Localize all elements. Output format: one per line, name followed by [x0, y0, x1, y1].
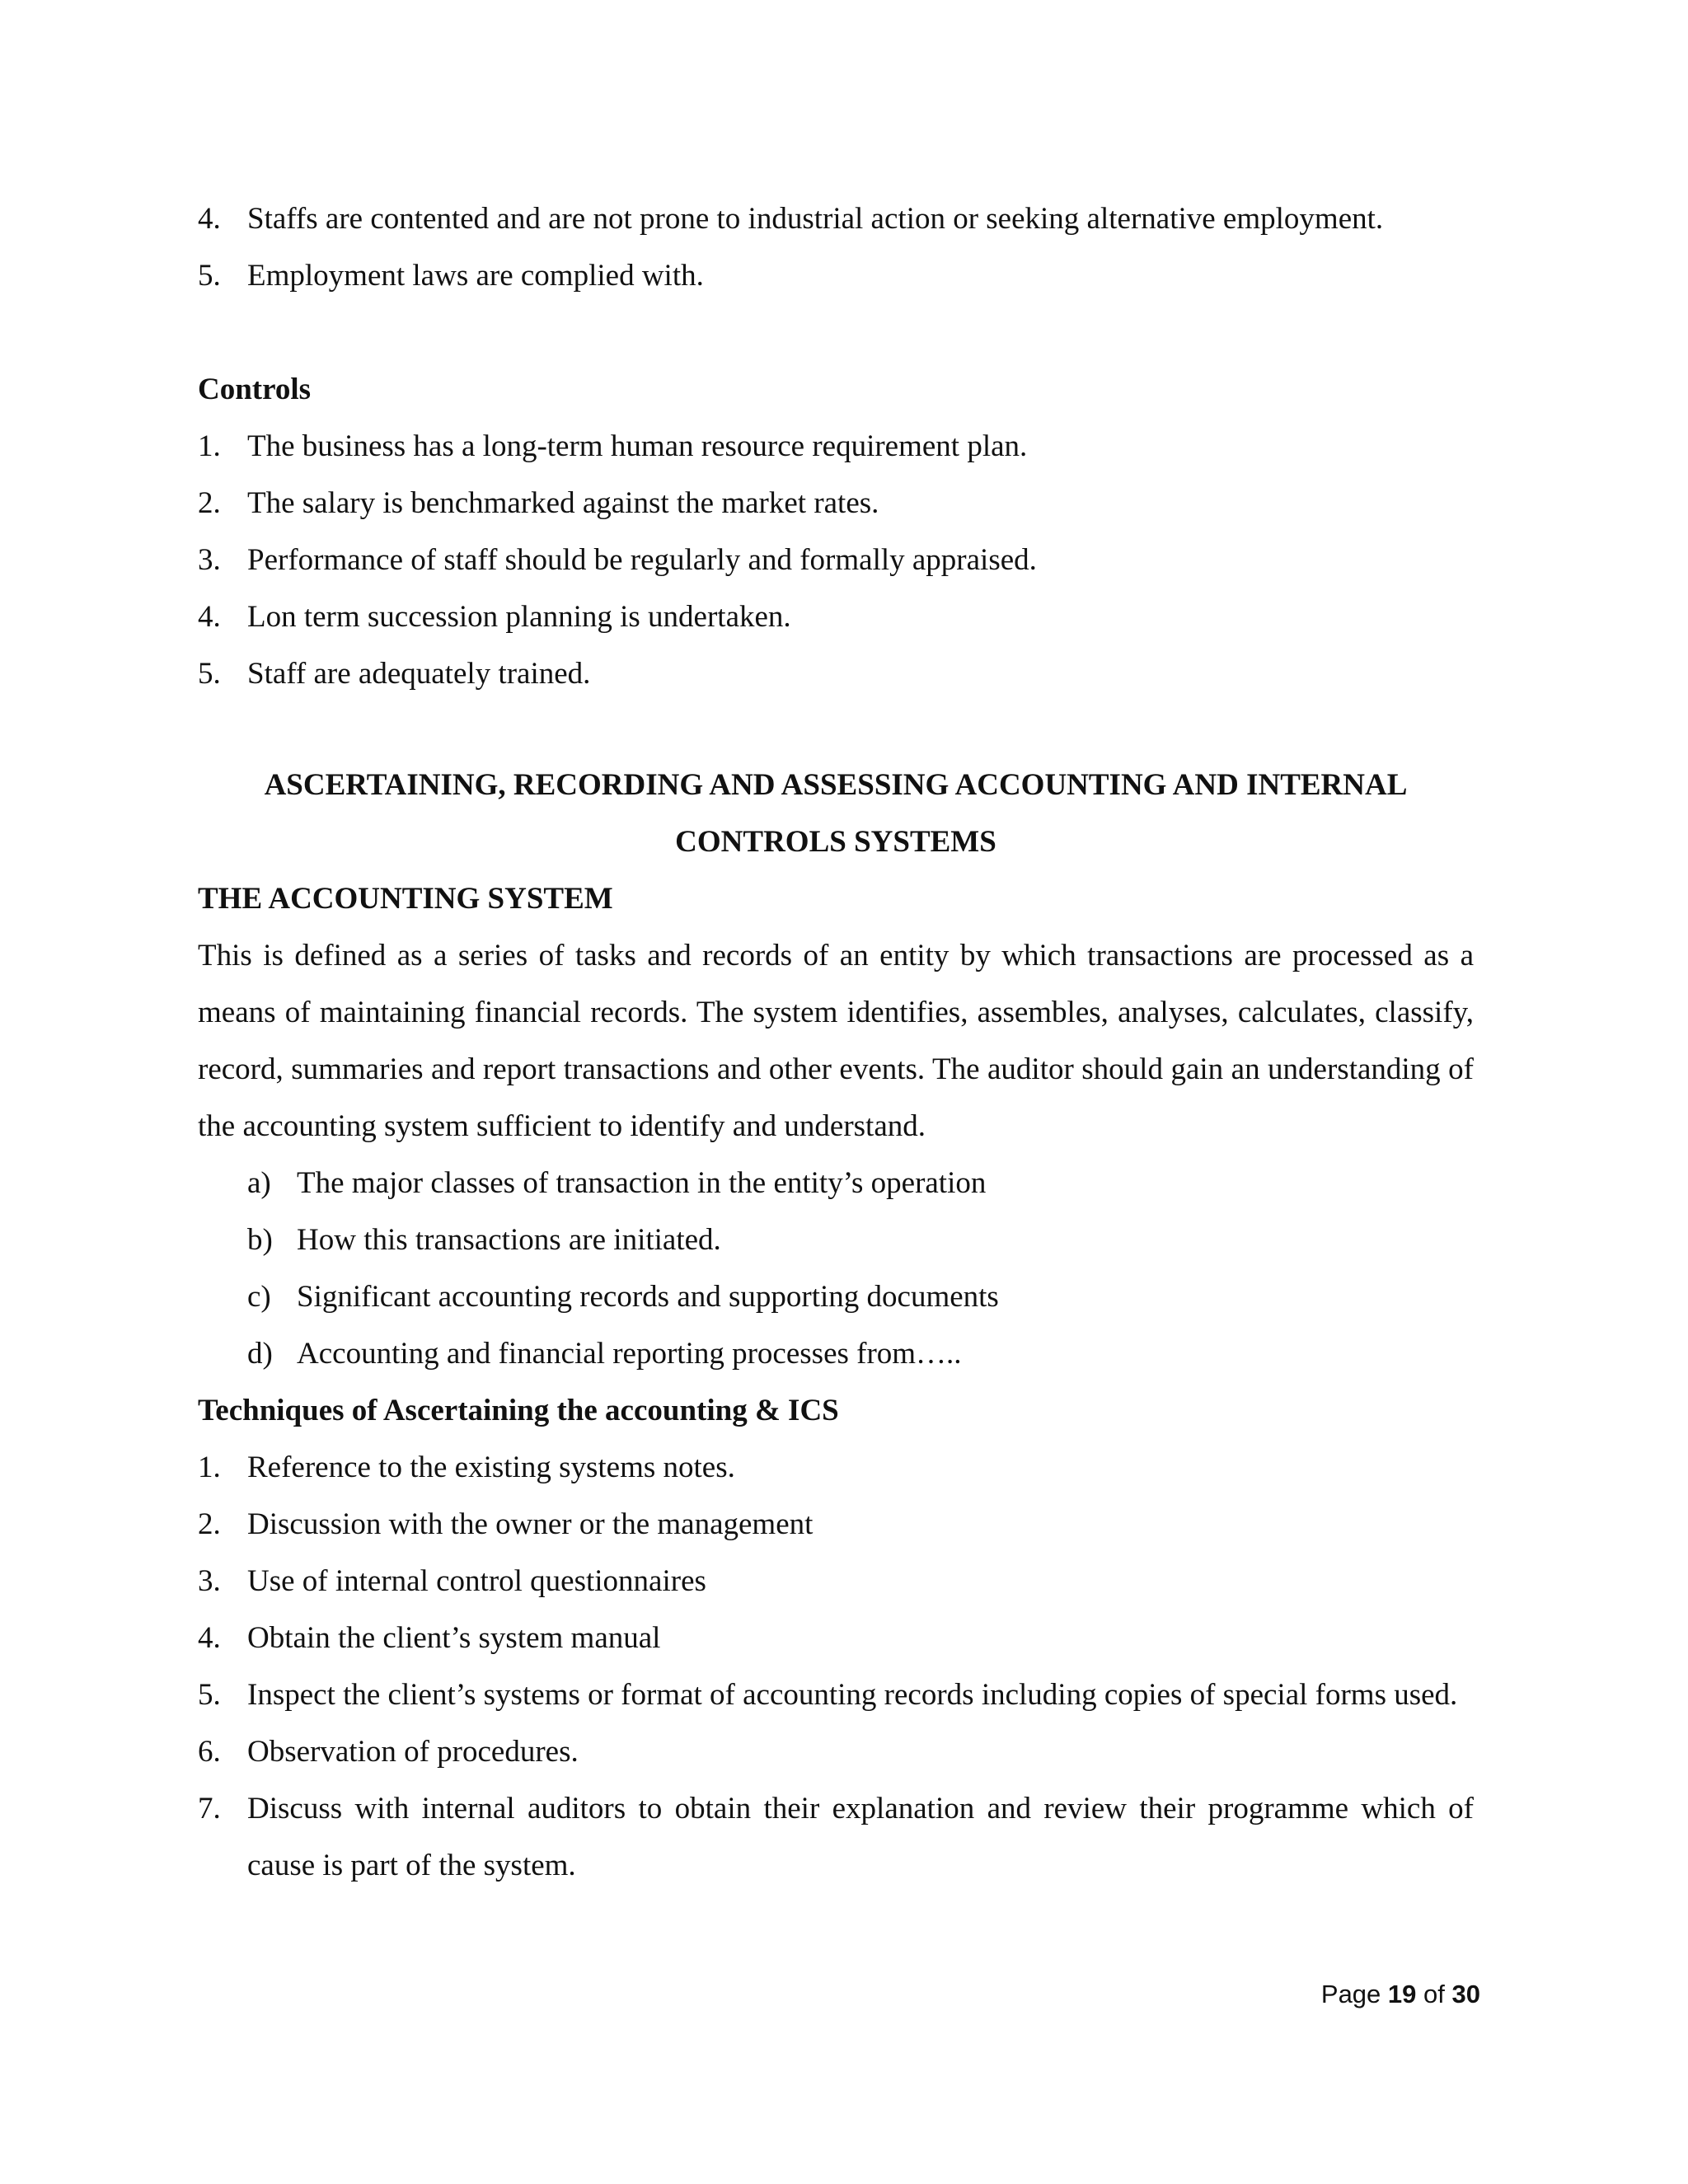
list-item-text: Reference to the existing systems notes. — [247, 1451, 735, 1484]
list-item-number: 7. — [198, 1792, 221, 1825]
list-item-number: 3. — [198, 543, 221, 577]
list-item-letter: a) — [247, 1166, 271, 1200]
list-item-text: Lon term succession planning is undertaken. — [247, 600, 791, 634]
list-item-text: Inspect the client’s systems or format of accounting records including copies of special forms used. — [247, 1678, 1458, 1712]
list-item — [198, 475, 1474, 532]
list-item-text: Use of internal control questionnaires — [247, 1564, 706, 1598]
list-item — [198, 1439, 1474, 1496]
list-item-text: Discussion with the owner or the management — [247, 1507, 814, 1541]
list-item-text: Staff are adequately trained. — [247, 657, 591, 691]
techniques-heading: Techniques of Ascertaining the accounting & ICS — [198, 1394, 839, 1427]
list-item-letter: c) — [247, 1280, 271, 1314]
list-item-number: 1. — [198, 1451, 221, 1484]
list-item-number: 5. — [198, 259, 221, 293]
list-item-number: 4. — [198, 600, 221, 634]
page-number: 19 — [1387, 1980, 1417, 2008]
total-pages: 30 — [1451, 1980, 1480, 2008]
section-title-line-2: CONTROLS SYSTEMS — [675, 825, 996, 859]
list-item-number: 4. — [198, 1621, 221, 1655]
list-item-number: 5. — [198, 1678, 221, 1712]
section-title-line-1: ASCERTAINING, RECORDING AND ASSESSING ACCOUNTING AND INTERNAL — [264, 768, 1408, 802]
accounting-system-paragraph: This is defined as a series of tasks and records of an entity by which transactions are processed as a means of maintaining financial records. The system identifies, assembles, analyses, calculates, classify, record, summaries and report transactions and other events. The auditor should gain an understanding of the accounting system sufficient to identify and understand. — [198, 939, 1474, 1143]
list-item-number: 3. — [198, 1564, 221, 1598]
list-item-text: Employment laws are complied with. — [247, 259, 704, 293]
list-item — [198, 1268, 1474, 1325]
list-item-text: Performance of staff should be regularly and formally appraised. — [247, 543, 1037, 577]
list-item-text: The business has a long-term human resource requirement plan. — [247, 429, 1028, 463]
list-item — [198, 1553, 1474, 1610]
of-label: of — [1423, 1980, 1445, 2008]
list-item — [198, 1666, 1474, 1723]
document-body — [198, 190, 1474, 1894]
page-label: Page — [1320, 1980, 1381, 2008]
list-item — [198, 1496, 1474, 1553]
controls-heading: Controls — [198, 373, 312, 406]
list-item-text: Staffs are contented and are not prone to industrial action or seeking alternative employment. — [247, 202, 1384, 236]
list-item-text: Observation of procedures. — [247, 1735, 579, 1769]
list-item-letter: b) — [247, 1223, 273, 1257]
list-item-number: 4. — [198, 202, 221, 236]
list-item-number: 2. — [198, 486, 221, 520]
list-item — [198, 247, 1474, 304]
list-item — [198, 532, 1474, 588]
list-item — [198, 1723, 1474, 1780]
list-item — [198, 418, 1474, 475]
list-item-text: The major classes of transaction in the entity’s operation — [297, 1166, 987, 1200]
list-item-text: The salary is benchmarked against the market rates. — [247, 486, 879, 520]
list-item — [198, 588, 1474, 645]
list-item-number: 1. — [198, 429, 221, 463]
list-item — [198, 1325, 1474, 1382]
list-item — [198, 1212, 1474, 1268]
list-item-number: 5. — [198, 657, 221, 691]
list-item-text: Discuss with internal auditors to obtain their explanation and review their programme which of cause is part of the system. — [247, 1792, 1474, 1882]
list-item-text: Significant accounting records and supporting documents — [297, 1280, 999, 1314]
list-item-text: Accounting and financial reporting processes from….. — [297, 1337, 962, 1371]
list-item-letter: d) — [247, 1337, 273, 1371]
list-item — [198, 190, 1474, 247]
list-item — [198, 1610, 1474, 1666]
list-item-text: How this transactions are initiated. — [297, 1223, 721, 1257]
accounting-system-heading: THE ACCOUNTING SYSTEM — [198, 882, 613, 916]
list-item — [198, 1780, 1474, 1894]
page-footer — [1321, 1978, 1480, 2011]
list-item-number: 2. — [198, 1507, 221, 1541]
list-item — [198, 645, 1474, 702]
list-item-number: 6. — [198, 1735, 221, 1769]
list-item — [198, 1155, 1474, 1212]
list-item-text: Obtain the client’s system manual — [247, 1621, 661, 1655]
